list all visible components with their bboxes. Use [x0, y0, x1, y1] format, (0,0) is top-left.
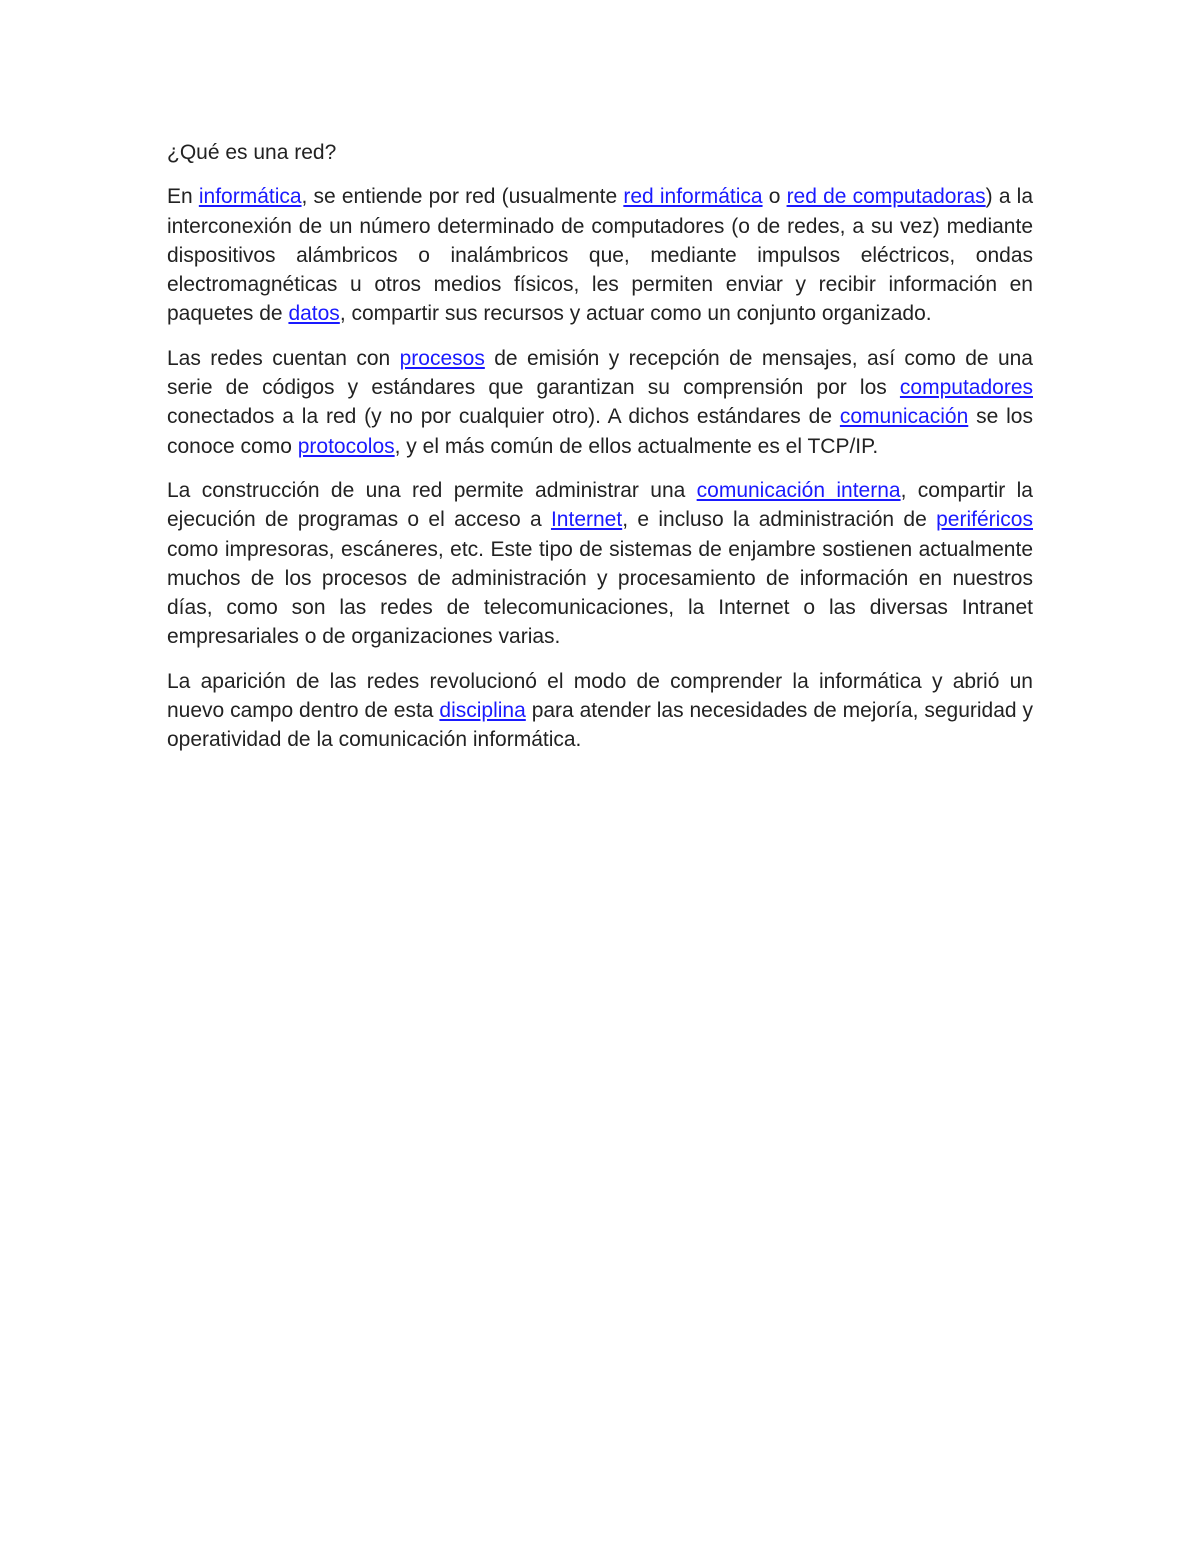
hyperlink[interactable]: protocolos — [297, 434, 395, 458]
paragraph-text: como impresoras, escáneres, etc. Este tipo de sistemas de enjambre sostienen actualmente muchos de los procesos de administración y procesamiento de información en nuestros días, como son las redes de telecomunicaciones, la Internet o las diversas Intranet empresariales o de organizaciones varias. — [167, 537, 1033, 649]
paragraph — [167, 344, 1033, 461]
paragraph — [167, 476, 1033, 652]
document-body — [167, 182, 1033, 754]
hyperlink[interactable]: comunicación — [839, 405, 969, 429]
paragraph-text: Las redes cuentan con — [167, 346, 400, 370]
paragraph — [167, 182, 1033, 328]
hyperlink[interactable]: Internet — [550, 508, 623, 532]
paragraph-text: se los conoce como — [167, 405, 1033, 458]
paragraph-text: En — [167, 185, 199, 209]
paragraph-text: , compartir sus recursos y actuar como un conjunto organizado. — [339, 302, 932, 326]
paragraph-text: conectados a la red (y no por cualquier otro). A dichos estándares de — [167, 405, 840, 429]
hyperlink[interactable]: computadores — [899, 376, 1033, 400]
paragraph-text: , compartir la ejecución de programas o el acceso a — [167, 478, 1033, 532]
hyperlink[interactable]: informática — [198, 185, 302, 209]
paragraph-text: o — [762, 185, 787, 209]
hyperlink[interactable]: periféricos — [936, 508, 1033, 532]
paragraph-text: ) a la interconexión de un número determinado de computadores (o de redes, a su vez) mediante dispositivos alámbricos o inalámbricos que, mediante impulsos eléctricos, ondas electromagnéticas u otros medios físicos, les permiten enviar y recibir información en paquetes de — [167, 185, 1033, 326]
hyperlink[interactable]: procesos — [399, 346, 485, 370]
document-page — [167, 138, 1033, 770]
paragraph-text: La aparición de las redes revolucionó el modo de comprender la informática y abrió un nuevo campo dentro de esta — [167, 669, 1033, 723]
hyperlink[interactable]: disciplina — [439, 699, 526, 723]
paragraph-text: , e incluso la administración de — [622, 508, 937, 532]
paragraph-text: de emisión y recepción de mensajes, así como de una serie de códigos y estándares que garantizan su comprensión por los — [167, 346, 1033, 400]
hyperlink[interactable]: datos — [288, 302, 340, 326]
paragraph — [167, 667, 1033, 755]
document-title: ¿Qué es una red? — [167, 141, 337, 164]
paragraph-text: La construcción de una red permite administrar una — [167, 478, 697, 502]
hyperlink[interactable]: red de computadoras — [786, 185, 986, 209]
hyperlink[interactable]: red informática — [623, 185, 763, 209]
paragraph-text: , y el más común de ellos actualmente es el TCP/IP. — [394, 434, 879, 458]
paragraph-text: para atender las necesidades de mejoría, seguridad y operatividad de la comunicación informática. — [167, 699, 1034, 752]
hyperlink[interactable]: comunicación interna — [696, 478, 901, 502]
paragraph-text: , se entiende por red (usualmente — [301, 185, 624, 209]
